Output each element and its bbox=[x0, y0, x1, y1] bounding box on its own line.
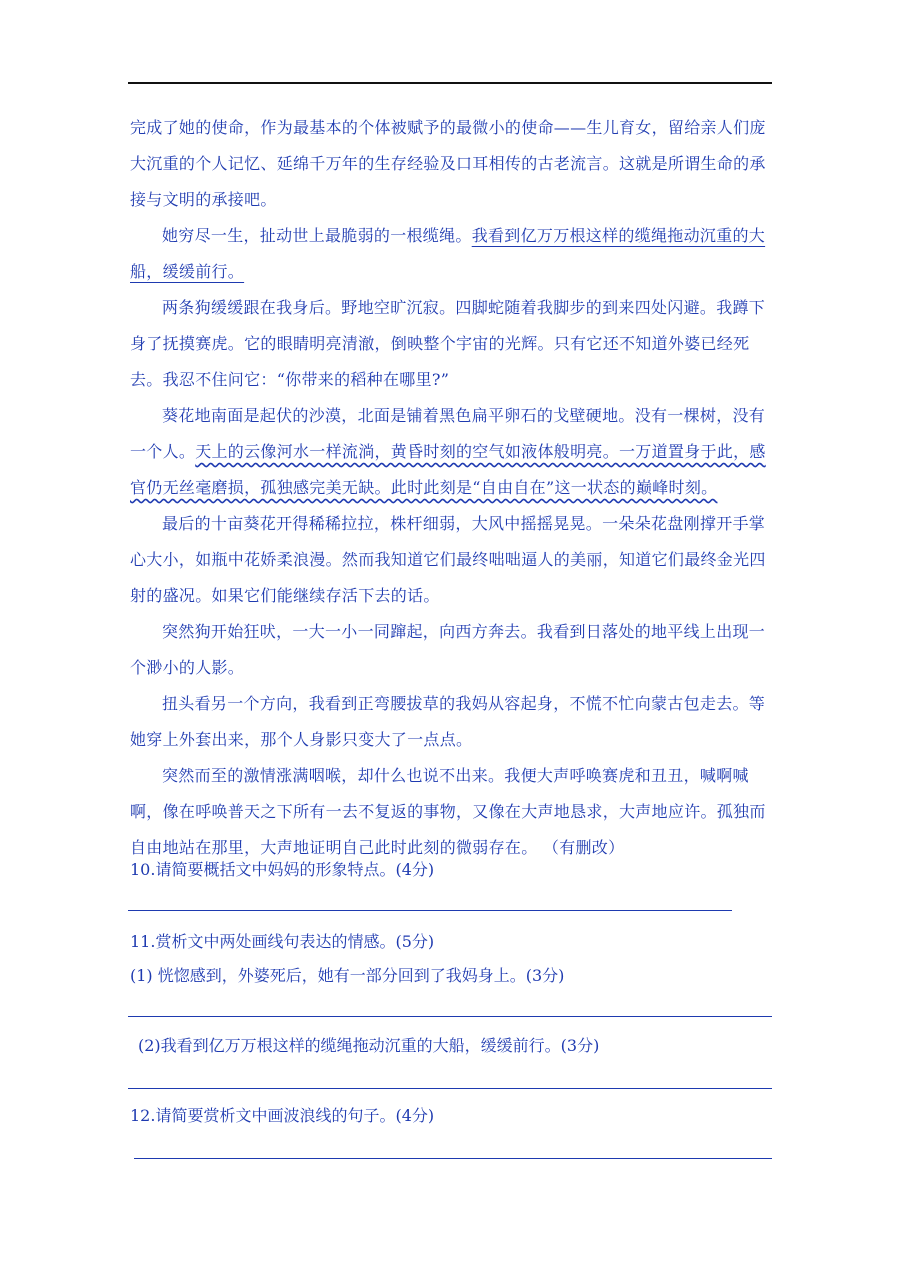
paragraph-7: 扭头看另一个方向，我看到正弯腰拔草的我妈从容起身，不慌不忙向蒙古包走去。等她穿上外套出来，那个人身影只变大了一点点。 bbox=[130, 694, 766, 749]
underlined-sentence: 我看到亿万万根这样的缆绳拖动沉重的大船，缓缓前行。 bbox=[130, 226, 766, 281]
answer-line-12[interactable] bbox=[134, 1158, 772, 1159]
question-11-2: (2)我看到亿万万根这样的缆绳拖动沉重的大船，缓缓前行。(3分) bbox=[138, 1036, 600, 1055]
edit-note: （有删改） bbox=[542, 838, 625, 857]
wavy-underlined-sentence: 天上的云像河水一样流淌，黄昏时刻的空气如液体般明亮。一万道置身于此，感官仍无丝毫磨损，孤独感完美无缺。此时此刻是“自由自在”这一状态的巅峰时刻。 bbox=[130, 442, 766, 497]
answer-line-11-1[interactable] bbox=[128, 1016, 772, 1017]
paragraph-2-text: 她穷尽一生，扯动世上最脆弱的一根缆绳。 bbox=[162, 226, 472, 245]
answer-line-11-2[interactable] bbox=[128, 1088, 772, 1089]
paragraph-4-text: 葵花地南面是起伏的沙漠，北面是铺着黑色扁平卵石的戈壁硬地。没有一棵树，没有一个人。 bbox=[130, 406, 766, 461]
question-11-1: (1) 恍惚感到，外婆死后，她有一部分回到了我妈身上。(3分) bbox=[130, 966, 565, 985]
paragraph-1: 完成了她的使命，作为最基本的个体被赋予的最微小的使命——生儿育女，留给亲人们庞大沉重的个人记忆、延绵千万年的生存经验及口耳相传的古老流言。这就是所谓生命的承接与文明的承接吧。 bbox=[130, 118, 766, 209]
paragraph-8-text: 突然而至的激情涨满咽喉，却什么也说不出来。我便大声呼唤赛虎和丑丑，喊啊喊啊，像在呼唤普天之下所有一去不复返的事物，又像在大声地恳求，大声地应许。孤独而自由地站在那里，大声地证明自己此时此刻的微弱存在。 bbox=[130, 766, 766, 857]
paragraph-6: 突然狗开始狂吠，一大一小一同蹿起，向西方奔去。我看到日落处的地平线上出现一个渺小的人影。 bbox=[130, 622, 766, 677]
answer-line-10[interactable] bbox=[128, 910, 732, 911]
question-10: 10.请简要概括文中妈妈的形象特点。(4分) bbox=[130, 860, 435, 879]
header-rule bbox=[128, 82, 772, 84]
question-11: 11.赏析文中两处画线句表达的情感。(5分) bbox=[130, 932, 435, 951]
paragraph-4 bbox=[130, 398, 772, 506]
paragraph-8 bbox=[130, 758, 772, 866]
question-12: 12.请简要赏析文中画波浪线的句子。(4分) bbox=[130, 1106, 435, 1125]
passage bbox=[130, 110, 772, 866]
paragraph-2 bbox=[130, 218, 772, 290]
paragraph-5: 最后的十亩葵花开得稀稀拉拉，株杆细弱，大风中摇摇晃晃。一朵朵花盘刚撑开手掌心大小，如瓶中花娇柔浪漫。然而我知道它们最终咄咄逼人的美丽，知道它们最终金光四射的盛况。如果它们能继续存活下去的话。 bbox=[130, 514, 766, 605]
paragraph-3: 两条狗缓缓跟在我身后。野地空旷沉寂。四脚蛇随着我脚步的到来四处闪避。我蹲下身了抚摸赛虎。它的眼睛明亮清澈，倒映整个宇宙的光辉。只有它还不知道外婆已经死去。我忍不住问它：“你带来的稻种在哪里?” bbox=[130, 298, 766, 389]
